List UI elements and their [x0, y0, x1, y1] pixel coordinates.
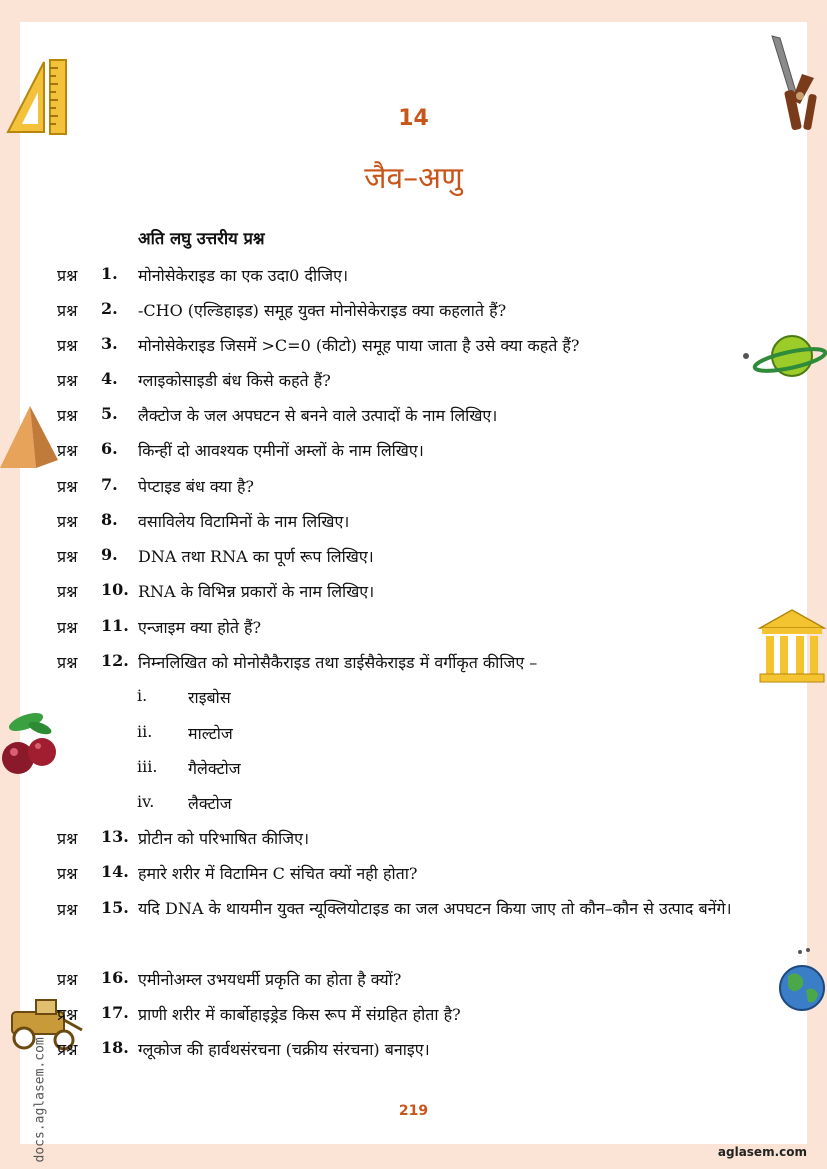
question-number: 4.: [101, 369, 118, 388]
chapter-title: जैव–अणु: [364, 161, 463, 196]
question-number: 1.: [101, 264, 118, 283]
question-label: प्रश्न: [57, 301, 78, 320]
question-item: [0, 334, 827, 358]
question-text: -CHO (एल्डिहाइड) समूह युक्त मोनोसेकेराइड क्या कहलाते हैं?: [138, 301, 507, 320]
question-number: 17.: [101, 1003, 129, 1022]
sub-item-text: राइबोस: [188, 688, 231, 707]
question-text: ग्लूकोज की हार्वथसंरचना (चक्रीय संरचना) बनाइए।: [138, 1040, 430, 1059]
question-number: 16.: [101, 968, 129, 987]
question-text: मोनोसेकेराइड जिसमें >C=0 (कीटो) समूह पाया जाता है उसे क्या कहते हैं?: [138, 336, 580, 355]
question-text: प्राणी शरीर में कार्बोहाइड्रेड किस रूप में संग्रहित होता है?: [138, 1005, 461, 1024]
question-item: [0, 510, 827, 534]
section-heading: अति लघु उत्तरीय प्रश्न: [138, 229, 265, 248]
question-item: [0, 1038, 827, 1062]
question-item: [0, 898, 827, 968]
question-item: [0, 862, 827, 886]
question-text: यदि DNA के थायमीन युक्त न्यूक्लियोटाइड का जल अपघटन किया जाए तो कौन–कौन से उत्पाद बनेंगे।: [138, 899, 732, 918]
vertical-watermark: docs.aglasem.com: [32, 1037, 48, 1163]
question-item: [0, 264, 827, 288]
question-label: प्रश्न: [57, 371, 78, 390]
question-number: 11.: [101, 616, 129, 635]
question-number: 8.: [101, 510, 118, 529]
question-label: प्रश्न: [57, 618, 78, 637]
question-label: प्रश्न: [57, 441, 78, 460]
question-label: प्रश्न: [57, 547, 78, 566]
question-label: प्रश्न: [57, 336, 78, 355]
question-number: 15.: [101, 898, 129, 917]
question-text: हमारे शरीर में विटामिन C संचित क्यों नही होता?: [138, 864, 418, 883]
question-label: प्रश्न: [57, 1040, 78, 1059]
question-number: 13.: [101, 827, 129, 846]
question-label: प्रश्न: [57, 900, 78, 919]
question-label: प्रश्न: [57, 512, 78, 531]
sub-item-numeral: iii.: [137, 757, 158, 776]
question-text: पेप्टाइड बंध क्या है?: [138, 477, 255, 496]
question-label: प्रश्न: [57, 406, 78, 425]
site-link[interactable]: aglasem.com: [717, 1145, 807, 1159]
question-number: 5.: [101, 404, 118, 423]
question-number: 12.: [101, 651, 129, 670]
question-item: [0, 968, 827, 992]
question-text: लैक्टोज के जल अपघटन से बनने वाले उत्पादों के नाम लिखिए।: [138, 406, 498, 425]
question-text: प्रोटीन को परिभाषित कीजिए।: [138, 829, 310, 848]
question-text: किन्हीं दो आवश्यक एमीनों अम्लों के नाम लिखिए।: [138, 441, 424, 460]
question-item: [0, 545, 827, 569]
question-number: 3.: [101, 334, 118, 353]
question-label: प्रश्न: [57, 829, 78, 848]
question-text: वसाविलेय विटामिनों के नाम लिखिए।: [138, 512, 350, 531]
question-item: [0, 580, 827, 604]
question-text: RNA के विभिन्न प्रकारों के नाम लिखिए।: [138, 582, 375, 601]
question-text: ग्लाइकोसाइडी बंध किसे कहते हैं?: [138, 371, 331, 390]
question-label: प्रश्न: [57, 266, 78, 285]
berries-icon: [0, 708, 60, 780]
question-label: प्रश्न: [57, 582, 78, 601]
question-label: प्रश्न: [57, 970, 78, 989]
question-item: [0, 404, 827, 428]
question-text: एन्जाइम क्या होते हैं?: [138, 618, 262, 637]
question-number: 7.: [101, 475, 118, 494]
sub-item-numeral: ii.: [137, 722, 153, 741]
question-item: [0, 651, 827, 675]
question-number: 9.: [101, 545, 118, 564]
question-label: प्रश्न: [57, 477, 78, 496]
question-item: [0, 369, 827, 393]
question-text: मोनोसेकेराइड का एक उदा0 दीजिए।: [138, 266, 349, 285]
question-item: [0, 475, 827, 499]
question-label: प्रश्न: [57, 1005, 78, 1024]
question-label: प्रश्न: [57, 653, 78, 672]
chapter-number: 14: [398, 106, 429, 131]
sub-item-numeral: i.: [137, 686, 148, 705]
page-number: 219: [398, 1103, 429, 1119]
question-text: निम्नलिखित को मोनोसैकैराइड तथा डाईसैकेराइड में वर्गीकृत कीजिए –: [138, 653, 538, 672]
question-item: [0, 439, 827, 463]
question-text: एमीनोअम्ल उभयधर्मी प्रकृति का होता है क्यों?: [138, 970, 402, 989]
question-item: [0, 1003, 827, 1027]
question-number: 18.: [101, 1038, 129, 1057]
question-number: 10.: [101, 580, 129, 599]
question-label: प्रश्न: [57, 864, 78, 883]
question-item: [0, 299, 827, 323]
question-number: 6.: [101, 439, 118, 458]
sub-item-text: लैक्टोज: [188, 794, 232, 813]
question-item: [0, 616, 827, 640]
question-text: DNA तथा RNA का पूर्ण रूप लिखिए।: [138, 547, 374, 566]
question-number: 14.: [101, 862, 129, 881]
sub-item-text: गैलेक्टोज: [188, 759, 241, 778]
question-item: [0, 827, 827, 851]
question-number: 2.: [101, 299, 118, 318]
sub-item-text: माल्टोज: [188, 724, 233, 743]
sub-item-numeral: iv.: [137, 792, 155, 811]
